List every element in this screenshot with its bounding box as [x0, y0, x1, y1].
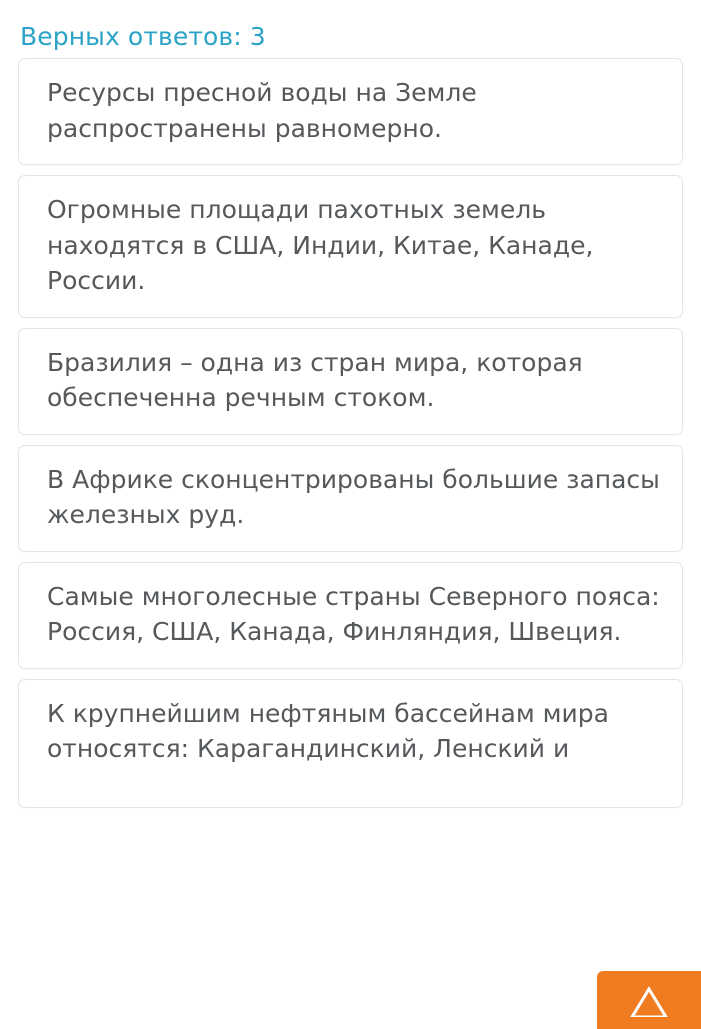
answer-option[interactable]: [18, 562, 683, 669]
answer-option[interactable]: [18, 445, 683, 552]
answer-option-text: Бразилия – одна из стран мира, которая обеспеченна речным стоком.: [47, 347, 583, 412]
answer-option-text: В Африке сконцентрированы большие запасы железных руд.: [47, 464, 660, 529]
answer-option-text: Ресурсы пресной воды на Земле распространены равномерно.: [47, 78, 477, 143]
answer-option[interactable]: [18, 175, 683, 318]
answer-option[interactable]: [18, 58, 683, 165]
scroll-up-button[interactable]: [597, 971, 701, 1029]
chevron-up-icon: [626, 983, 672, 1017]
answer-option-text: Самые многолесные страны Северного пояса: Россия, США, Канада, Финляндия, Швеция.: [47, 581, 660, 646]
answer-option-text: Огромные площади пахотных земель находятся в США, Индии, Китае, Канаде, России.: [47, 195, 594, 295]
correct-answers-count: Верных ответов: 3: [20, 22, 266, 51]
answer-option[interactable]: [18, 328, 683, 435]
answer-options-list: [18, 58, 683, 808]
answer-option-text: К крупнейшим нефтяным бассейнам мира относятся: Карагандинский, Ленский и: [47, 698, 609, 763]
answer-option[interactable]: [18, 679, 683, 808]
